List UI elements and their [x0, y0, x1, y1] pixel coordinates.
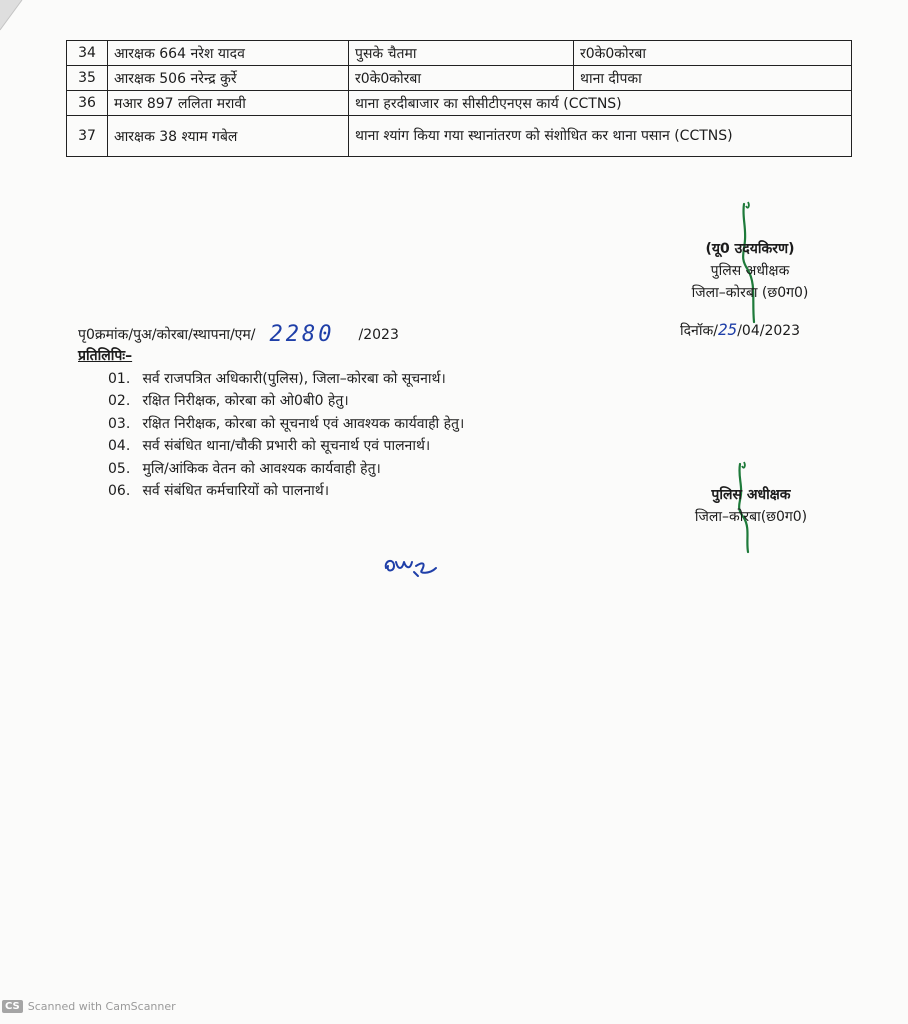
- officer-name: (यू0 उदयकिरण): [705, 241, 795, 257]
- officer-signature-block: [660, 238, 840, 304]
- posting-to: र0के0कोरबा: [574, 41, 852, 66]
- handwritten-initials: [382, 552, 446, 582]
- camscanner-logo: CS: [2, 1000, 23, 1013]
- table-row: [67, 116, 852, 157]
- list-item: 01. सर्व राजपत्रित अधिकारी(पुलिस), जिला–कोरबा को सूचनार्थ।: [108, 371, 446, 387]
- list-item: 04. सर्व संबंधित थाना/चौकी प्रभारी को सूचनार्थ एवं पालनार्थ।: [108, 438, 431, 455]
- reference-year: /2023: [358, 327, 399, 343]
- date-day: 25: [717, 320, 738, 339]
- posting-remark: थाना हरदीबाजार का सीसीटीएनएस कार्य (CCTNS): [349, 91, 852, 116]
- reference-number: 2280: [269, 322, 335, 347]
- officer-signature-block: [676, 484, 826, 528]
- officer-title: पुलिस अधीक्षक: [710, 263, 790, 279]
- transfer-table: [66, 40, 852, 157]
- row-number: 37: [67, 116, 108, 157]
- posting-remark: थाना श्यांग किया गया स्थानांतरण को संशोधित कर थाना पसान (CCTNS): [349, 116, 852, 157]
- list-item: 02. रक्षित निरीक्षक, कोरबा को ओ0बी0 हेतु।: [108, 393, 349, 410]
- posting-from: र0के0कोरबा: [349, 66, 574, 91]
- table-row: [67, 91, 852, 116]
- employee-name: आरक्षक 506 नरेन्द्र कुर्रे: [108, 66, 349, 91]
- employee-name: मआर 897 ललिता मरावी: [108, 91, 349, 116]
- reference-line: [78, 320, 399, 345]
- reference-prefix: पृ0क्रमांक/पुअ/कोरबा/स्थापना/एम/: [78, 327, 256, 343]
- officer-district: जिला–कोरबा(छ0ग0): [694, 509, 808, 525]
- scanner-watermark: [2, 1000, 176, 1013]
- officer-title: पुलिस अधीक्षक: [711, 487, 791, 503]
- date-label: दिनॉक/: [680, 323, 718, 339]
- posting-to: थाना दीपका: [574, 66, 852, 91]
- row-number: 35: [67, 66, 108, 91]
- employee-name: आरक्षक 664 नरेश यादव: [108, 41, 349, 66]
- employee-name: आरक्षक 38 श्याम गबेल: [108, 116, 349, 157]
- scanner-text: Scanned with CamScanner: [27, 1000, 176, 1013]
- list-item: 03. रक्षित निरीक्षक, कोरबा को सूचनार्थ एवं आवश्यक कार्यवाही हेतु।: [108, 415, 465, 432]
- table-row: [67, 41, 852, 66]
- date-rest: /04/2023: [737, 323, 801, 339]
- row-number: 36: [67, 91, 108, 116]
- page-corner-shadow: [0, 0, 60, 60]
- list-item: 06. सर्व संबंधित कर्मचारियों को पालनार्थ।: [108, 483, 330, 500]
- table-row: [67, 66, 852, 91]
- officer-district: जिला–कोरबा (छ0ग0): [691, 285, 809, 301]
- posting-from: पुसके चैतमा: [349, 41, 574, 66]
- copy-list: [108, 368, 464, 502]
- date-line: [680, 320, 800, 340]
- list-item: 05. मुलि/आंकिक वेतन को आवश्यक कार्यवाही हेतु।: [108, 460, 381, 477]
- copy-heading: प्रतिलिपिः–: [78, 348, 133, 364]
- row-number: 34: [67, 41, 108, 66]
